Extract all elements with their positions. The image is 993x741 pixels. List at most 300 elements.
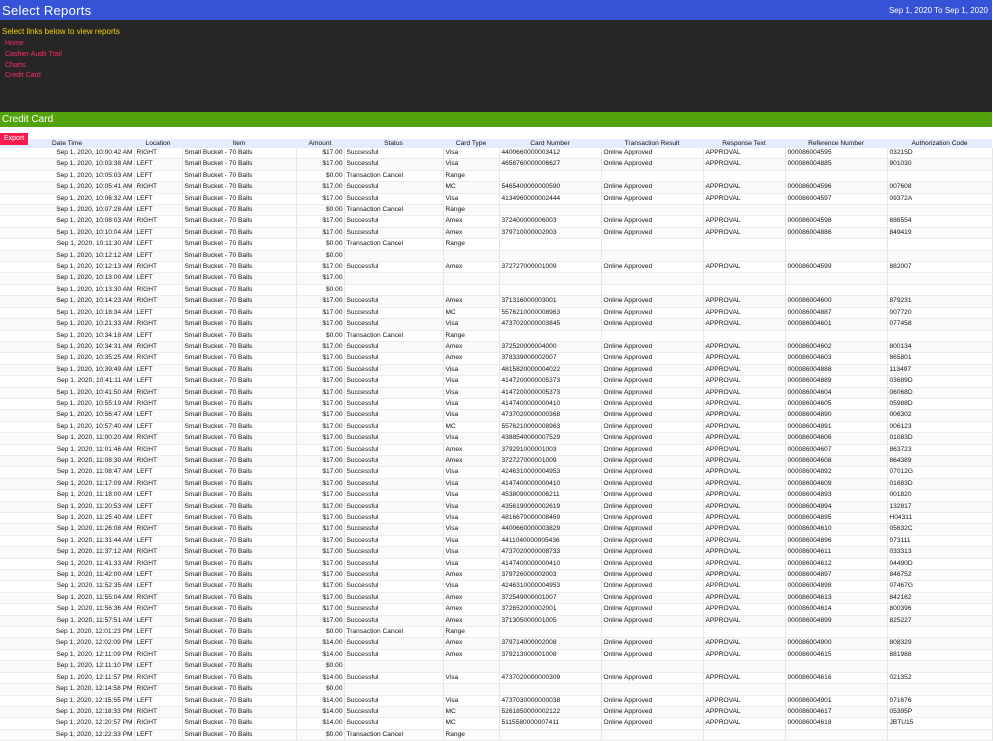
cell-amount: $17.00 [296,148,344,159]
cell-card-number: 4411040000005436 [499,535,601,546]
cell-item: Small Bucket - 70 Balls [182,262,296,273]
cell-item: Small Bucket - 70 Balls [182,455,296,466]
cell-location: RIGHT [134,718,182,729]
cell-response-text: APPROVAL [703,501,785,512]
cell-transaction-result: Online Approved [601,455,703,466]
report-links-panel [0,20,992,112]
cell-reference-number: 000086004890 [785,410,887,421]
table-row [0,216,992,227]
cell-location: RIGHT [134,672,182,683]
cell-location: LEFT [134,159,182,170]
cell-card-type: Amex [443,353,499,364]
cell-response-text: APPROVAL [703,604,785,615]
cell-card-number: 371305000001005 [499,615,601,626]
table-row [0,262,992,273]
cell-transaction-result: Online Approved [601,649,703,660]
cell-location: RIGHT [134,684,182,695]
cell-location: LEFT [134,307,182,318]
table-row [0,410,992,421]
cell-location: RIGHT [134,433,182,444]
cell-item: Small Bucket - 70 Balls [182,182,296,193]
cell-amount: $17.00 [296,387,344,398]
cell-reference-number [785,729,887,740]
cell-card-type: Visa [443,490,499,501]
cell-card-number: 4400660000003829 [499,524,601,535]
cell-status: Successful [344,398,443,409]
cell-authorization-code: 863723 [887,444,992,455]
cell-location: RIGHT [134,216,182,227]
section-title-bar: Credit Card [0,112,992,127]
cell-reference-number: 000086004895 [785,513,887,524]
cell-amount: $0.00 [296,627,344,638]
cell-date-time: Sep 1, 2020, 10:41:50 AM [0,387,134,398]
cell-authorization-code: 006302 [887,410,992,421]
cell-response-text: APPROVAL [703,376,785,387]
cell-item: Small Bucket - 70 Balls [182,695,296,706]
cell-item: Small Bucket - 70 Balls [182,170,296,181]
table-row [0,718,992,729]
cell-response-text: APPROVAL [703,695,785,706]
cell-authorization-code: 006123 [887,421,992,432]
cell-item: Small Bucket - 70 Balls [182,387,296,398]
cell-status: Successful [344,718,443,729]
cell-reference-number: 000086004598 [785,216,887,227]
cell-item: Small Bucket - 70 Balls [182,706,296,717]
cell-card-type: Visa [443,547,499,558]
column-header-card-type[interactable]: Card Type [443,139,499,148]
cell-authorization-code: 01083D [887,433,992,444]
column-header-item[interactable]: Item [182,139,296,148]
cell-transaction-result: Online Approved [601,467,703,478]
cell-authorization-code: 849419 [887,227,992,238]
cell-location: LEFT [134,205,182,216]
cell-card-type: Visa [443,398,499,409]
cell-reference-number: 000086004899 [785,615,887,626]
cell-reference-number: 000086004888 [785,364,887,375]
cell-transaction-result [601,250,703,261]
cell-item: Small Bucket - 70 Balls [182,296,296,307]
table-row [0,649,992,660]
column-header-transaction-result[interactable]: Transaction Result [601,139,703,148]
cell-card-number: 4658760000006627 [499,159,601,170]
cell-status: Successful [344,455,443,466]
cell-date-time: Sep 1, 2020, 10:55:19 AM [0,398,134,409]
cell-card-type: Amex [443,604,499,615]
cell-authorization-code: 033313 [887,547,992,558]
cell-authorization-code: 132817 [887,501,992,512]
cell-amount: $17.00 [296,547,344,558]
cell-amount: $17.00 [296,558,344,569]
cell-response-text: APPROVAL [703,524,785,535]
cell-card-type: Visa [443,524,499,535]
cell-item: Small Bucket - 70 Balls [182,467,296,478]
cell-date-time: Sep 1, 2020, 10:03:38 AM [0,159,134,170]
table-row [0,227,992,238]
cell-location: LEFT [134,615,182,626]
cell-item: Small Bucket - 70 Balls [182,250,296,261]
cell-card-type: Amex [443,570,499,581]
cell-item: Small Bucket - 70 Balls [182,581,296,592]
cell-transaction-result: Online Approved [601,592,703,603]
cell-authorization-code: 007608 [887,182,992,193]
cell-response-text: APPROVAL [703,547,785,558]
cell-card-number: 4246310000004953 [499,467,601,478]
cell-location: LEFT [134,364,182,375]
cell-card-number: 4147400000000410 [499,558,601,569]
table-row [0,170,992,181]
cell-location: RIGHT [134,558,182,569]
table-row [0,182,992,193]
cell-transaction-result: Online Approved [601,421,703,432]
cell-amount: $17.00 [296,376,344,387]
cell-location: RIGHT [134,478,182,489]
cell-response-text: APPROVAL [703,341,785,352]
cell-transaction-result: Online Approved [601,718,703,729]
cell-transaction-result: Online Approved [601,387,703,398]
cell-amount: $14.00 [296,638,344,649]
cell-response-text: APPROVAL [703,262,785,273]
cell-card-number: 4737020000003845 [499,319,601,330]
table-row [0,250,992,261]
cell-transaction-result [601,239,703,250]
cell-response-text: APPROVAL [703,433,785,444]
cell-reference-number: 000086004887 [785,307,887,318]
cell-authorization-code: H04311 [887,513,992,524]
cell-transaction-result: Online Approved [601,695,703,706]
cell-date-time: Sep 1, 2020, 10:35:25 AM [0,353,134,364]
export-button[interactable]: Export [0,133,28,145]
cell-reference-number: 000086004897 [785,570,887,581]
cell-amount: $17.00 [296,581,344,592]
cell-item: Small Bucket - 70 Balls [182,159,296,170]
cell-card-type: MC [443,421,499,432]
cell-location: LEFT [134,570,182,581]
cell-transaction-result [601,684,703,695]
cell-card-type: Range [443,729,499,740]
cell-card-number: 372520000004000 [499,341,601,352]
nav-link-charts[interactable]: Charts [5,61,26,69]
cell-item: Small Bucket - 70 Balls [182,570,296,581]
cell-card-number: 4147400000000410 [499,478,601,489]
cell-transaction-result: Online Approved [601,615,703,626]
cell-card-number [499,250,601,261]
cell-card-number [499,284,601,295]
cell-status: Successful [344,307,443,318]
cell-date-time: Sep 1, 2020, 10:11:30 AM [0,239,134,250]
table-row [0,159,992,170]
cell-card-number: 372652000002001 [499,604,601,615]
cell-reference-number: 000086004599 [785,262,887,273]
cell-item: Small Bucket - 70 Balls [182,524,296,535]
cell-card-type: Visa [443,467,499,478]
cell-card-number: 372727000001009 [499,455,601,466]
cell-reference-number: 000086004894 [785,501,887,512]
cell-amount: $17.00 [296,467,344,478]
cell-item: Small Bucket - 70 Balls [182,307,296,318]
table-row [0,376,992,387]
cell-amount: $17.00 [296,478,344,489]
cell-card-number [499,273,601,284]
cell-response-text [703,330,785,341]
cell-status: Successful [344,444,443,455]
cell-transaction-result: Online Approved [601,319,703,330]
cell-card-number: 4737020000000309 [499,672,601,683]
cell-item: Small Bucket - 70 Balls [182,501,296,512]
cell-authorization-code: 071676 [887,695,992,706]
cell-item: Small Bucket - 70 Balls [182,547,296,558]
cell-card-type: Visa [443,581,499,592]
cell-response-text: APPROVAL [703,706,785,717]
table-row [0,729,992,740]
column-header-date-time[interactable]: Date Time [0,139,134,148]
cell-card-type: Amex [443,455,499,466]
cell-date-time: Sep 1, 2020, 11:52:35 AM [0,581,134,592]
table-row [0,604,992,615]
column-header-status[interactable]: Status [344,139,443,148]
cell-card-type: Visa [443,558,499,569]
table-row [0,148,992,159]
cell-transaction-result: Online Approved [601,490,703,501]
cell-status: Transaction Cancel [344,170,443,181]
cell-location: RIGHT [134,262,182,273]
cell-response-text: APPROVAL [703,444,785,455]
cell-reference-number: 000086004892 [785,467,887,478]
table-row [0,501,992,512]
cell-authorization-code: 864389 [887,455,992,466]
cell-authorization-code: 001820 [887,490,992,501]
cell-item: Small Bucket - 70 Balls [182,478,296,489]
cell-response-text: APPROVAL [703,649,785,660]
cell-response-text: APPROVAL [703,159,785,170]
cell-item: Small Bucket - 70 Balls [182,718,296,729]
cell-amount: $17.00 [296,592,344,603]
cell-item: Small Bucket - 70 Balls [182,729,296,740]
column-header-card-number[interactable]: Card Number [499,139,601,148]
cell-response-text: APPROVAL [703,490,785,501]
column-header-authorization-code[interactable]: Authorization Code [887,139,992,148]
column-header-location[interactable]: Location [134,139,182,148]
cell-date-time: Sep 1, 2020, 11:01:46 AM [0,444,134,455]
cell-reference-number [785,627,887,638]
cell-card-number: 5261850000002122 [499,706,601,717]
cell-amount: $17.00 [296,307,344,318]
cell-amount: $17.00 [296,604,344,615]
cell-transaction-result: Online Approved [601,706,703,717]
cell-authorization-code: 808329 [887,638,992,649]
cell-card-type [443,250,499,261]
cell-reference-number: 000086004604 [785,387,887,398]
table-row [0,444,992,455]
cell-card-type: MC [443,307,499,318]
cell-transaction-result: Online Approved [601,501,703,512]
table-row [0,455,992,466]
cell-card-type [443,273,499,284]
cell-card-number: 4400660000003412 [499,148,601,159]
cell-transaction-result: Online Approved [601,353,703,364]
cell-date-time: Sep 1, 2020, 10:05:03 AM [0,170,134,181]
cell-date-time: Sep 1, 2020, 11:41:33 AM [0,558,134,569]
cell-card-type [443,661,499,672]
cell-status: Successful [344,638,443,649]
cell-card-type: Amex [443,444,499,455]
cell-card-number: 5465400000000590 [499,182,601,193]
cell-response-text [703,273,785,284]
cell-amount: $14.00 [296,695,344,706]
cell-amount: $17.00 [296,341,344,352]
column-header-amount[interactable]: Amount [296,139,344,148]
cell-date-time: Sep 1, 2020, 10:34:18 AM [0,330,134,341]
cell-card-number: 4816670000008469 [499,513,601,524]
cell-card-number [499,330,601,341]
cell-location: RIGHT [134,706,182,717]
cell-date-time: Sep 1, 2020, 10:13:00 AM [0,273,134,284]
cell-response-text: APPROVAL [703,307,785,318]
cell-card-type: Amex [443,638,499,649]
cell-authorization-code: 07467G [887,581,992,592]
cell-transaction-result: Online Approved [601,148,703,159]
cell-item: Small Bucket - 70 Balls [182,148,296,159]
cell-status: Successful [344,558,443,569]
cell-reference-number: 000086004605 [785,398,887,409]
cell-amount: $17.00 [296,353,344,364]
cell-status: Transaction Cancel [344,729,443,740]
cell-date-time: Sep 1, 2020, 10:07:28 AM [0,205,134,216]
cell-card-number: 4134960000002444 [499,193,601,204]
cell-location: LEFT [134,627,182,638]
cell-transaction-result [601,627,703,638]
cell-response-text: APPROVAL [703,364,785,375]
cell-reference-number: 000086004898 [785,581,887,592]
cell-authorization-code: 05632C [887,524,992,535]
cell-item: Small Bucket - 70 Balls [182,558,296,569]
cell-reference-number: 000086004610 [785,524,887,535]
cell-reference-number: 000086004896 [785,535,887,546]
cell-item: Small Bucket - 70 Balls [182,684,296,695]
cell-transaction-result: Online Approved [601,672,703,683]
cell-response-text: APPROVAL [703,638,785,649]
cell-status: Successful [344,490,443,501]
cell-reference-number: 000086004597 [785,193,887,204]
cell-status: Successful [344,193,443,204]
cell-transaction-result: Online Approved [601,376,703,387]
cell-item: Small Bucket - 70 Balls [182,364,296,375]
table-row [0,330,992,341]
cell-card-type [443,284,499,295]
cell-date-time: Sep 1, 2020, 10:05:41 AM [0,182,134,193]
column-header-response-text[interactable]: Response Text [703,139,785,148]
cell-reference-number: 000086004614 [785,604,887,615]
cell-location: LEFT [134,535,182,546]
nav-link-credit-card[interactable]: Credit Card [5,72,41,80]
cell-status: Successful [344,421,443,432]
cell-amount: $0.00 [296,684,344,695]
cell-card-type: Amex [443,592,499,603]
table-row [0,319,992,330]
cell-response-text: APPROVAL [703,455,785,466]
cell-reference-number [785,330,887,341]
cell-response-text: APPROVAL [703,319,785,330]
cell-date-time: Sep 1, 2020, 11:18:00 AM [0,490,134,501]
cell-status [344,250,443,261]
cell-transaction-result: Online Approved [601,444,703,455]
cell-date-time: Sep 1, 2020, 11:26:08 AM [0,524,134,535]
report-toolbar [0,127,992,142]
cell-item: Small Bucket - 70 Balls [182,672,296,683]
cell-reference-number [785,239,887,250]
cell-amount: $0.00 [296,239,344,250]
top-header-bar [0,0,992,20]
cell-authorization-code: 825227 [887,615,992,626]
cell-authorization-code: 007720 [887,307,992,318]
table-row [0,558,992,569]
cell-amount: $17.00 [296,182,344,193]
cell-response-text [703,627,785,638]
cell-amount: $0.00 [296,284,344,295]
cell-status: Successful [344,467,443,478]
cell-card-number: 379710000002003 [499,227,601,238]
cell-authorization-code [887,239,992,250]
cell-date-time: Sep 1, 2020, 11:25:40 AM [0,513,134,524]
cell-item: Small Bucket - 70 Balls [182,353,296,364]
table-row [0,547,992,558]
cell-response-text: APPROVAL [703,296,785,307]
cell-status: Successful [344,706,443,717]
cell-item: Small Bucket - 70 Balls [182,661,296,672]
cell-reference-number: 000086004607 [785,444,887,455]
cell-status: Successful [344,216,443,227]
cell-location: LEFT [134,581,182,592]
cell-transaction-result [601,273,703,284]
cell-item: Small Bucket - 70 Balls [182,376,296,387]
cell-response-text [703,284,785,295]
column-header-reference-number[interactable]: Reference Number [785,139,887,148]
cell-card-type: Visa [443,672,499,683]
cell-authorization-code: 842162 [887,592,992,603]
cell-authorization-code: 073111 [887,535,992,546]
cell-reference-number: 000086004613 [785,592,887,603]
cell-authorization-code: JBTU15 [887,718,992,729]
cell-item: Small Bucket - 70 Balls [182,284,296,295]
cell-location: LEFT [134,661,182,672]
cell-card-number [499,205,601,216]
nav-link-home[interactable]: Home [5,40,24,47]
cell-response-text: APPROVAL [703,535,785,546]
cell-amount: $14.00 [296,706,344,717]
cell-card-type: Amex [443,262,499,273]
cell-amount: $0.00 [296,170,344,181]
cell-item: Small Bucket - 70 Balls [182,535,296,546]
cell-amount: $17.00 [296,262,344,273]
cell-card-type: MC [443,706,499,717]
cell-response-text [703,729,785,740]
cell-location: LEFT [134,729,182,740]
cell-amount: $17.00 [296,513,344,524]
nav-link-cashier-audit-trail[interactable]: Cashier Audit Trail [5,50,62,58]
cell-card-number [499,627,601,638]
table-row [0,467,992,478]
cell-amount: $17.00 [296,433,344,444]
cell-transaction-result [601,170,703,181]
cell-date-time: Sep 1, 2020, 10:06:32 AM [0,193,134,204]
cell-card-type: Visa [443,501,499,512]
cell-amount: $17.00 [296,444,344,455]
cell-date-time: Sep 1, 2020, 10:12:13 AM [0,262,134,273]
table-row [0,193,992,204]
cell-card-type: Amex [443,227,499,238]
cell-authorization-code [887,330,992,341]
cell-date-time: Sep 1, 2020, 11:57:51 AM [0,615,134,626]
cell-card-number: 4147200000005373 [499,376,601,387]
